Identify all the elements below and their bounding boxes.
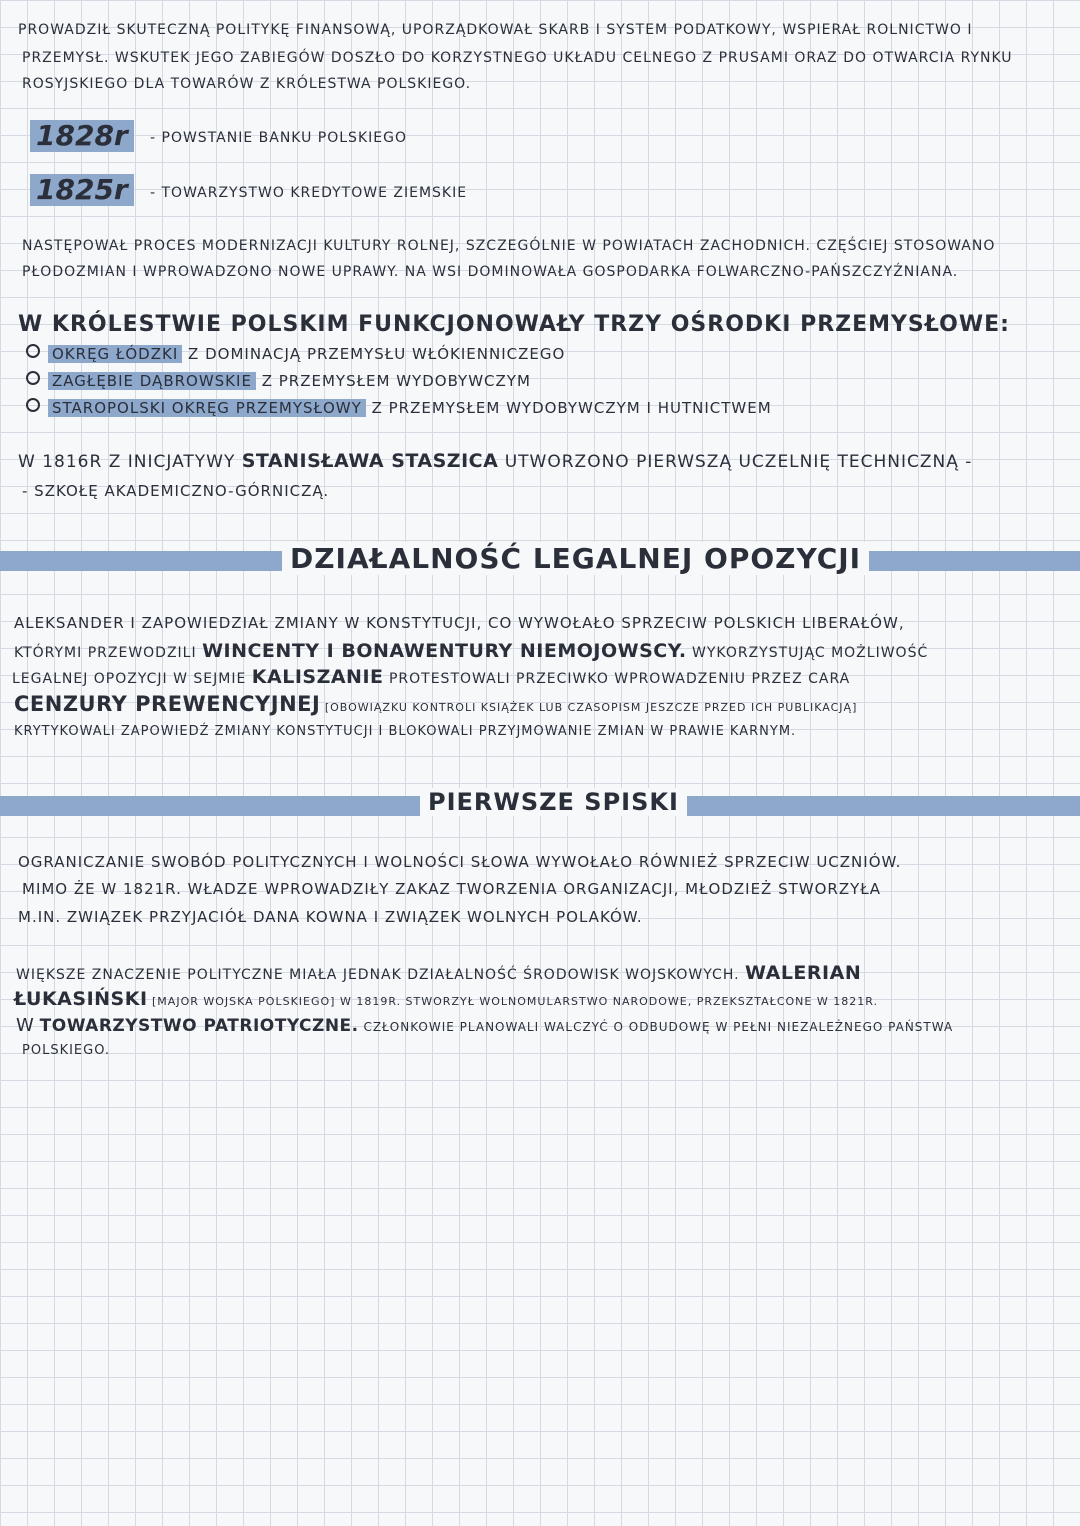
- opposition-l3c: PROTESTOWALI PRZECIWKO WPROWADZENIU PRZEZ CARA: [388, 671, 851, 687]
- school-line-2: - SZKOŁĘ AKADEMICZNO-GÓRNICZĄ.: [22, 482, 330, 500]
- industry-heading: W KRÓLESTWIE POLSKIM FUNKCJONOWAŁY TRZY OŚRODKI PRZEMYSŁOWE:: [18, 312, 1010, 337]
- industry-item-1: [26, 344, 565, 363]
- date-1825: 1825r: [30, 174, 134, 206]
- industry-item-3: [26, 398, 772, 417]
- agri-line-2: PŁODOZMIAN I WPROWADZONO NOWE UPRAWY. NA WSI DOMINOWAŁA GOSPODARKA FOLWARCZNO-PAŃSZCZYŹNIANA.: [22, 264, 959, 280]
- industry-item-2-name: ZAGŁĘBIE DĄBROWSKIE: [48, 372, 256, 390]
- opposition-line-1: ALEKSANDER I ZAPOWIEDZIAŁ ZMIANY W KONSTYTUCJI, CO WYWOŁAŁO SPRZECIW POLSKICH LIBERAŁÓW,: [14, 614, 905, 632]
- conspiracy-walerian: WALERIAN: [745, 962, 862, 984]
- school-pre: W 1816R Z INICJATYWY: [18, 452, 236, 472]
- bullet-icon: [26, 371, 40, 385]
- date-1828-desc: - POWSTANIE BANKU POLSKIEGO: [150, 130, 407, 146]
- conspiracy-p2-l3c: CZŁONKOWIE PLANOWALI WALCZYĆ O ODBUDOWĘ W PEŁNI NIEZALEŻNEGO PAŃSTWA: [363, 1020, 954, 1034]
- agri-line-1: NASTĘPOWAŁ PROCES MODERNIZACJI KULTURY ROLNEJ, SZCZEGÓLNIE W POWIATACH ZACHODNICH. CZĘŚCIEJ STOSOWANO: [22, 238, 996, 254]
- conspiracy-p2-l3a: W: [16, 1015, 35, 1036]
- opposition-kaliszanie: KALISZANIE: [251, 666, 384, 688]
- bullet-icon: [26, 398, 40, 412]
- conspiracy-p2-line-2: [14, 988, 878, 1010]
- industry-item-2: [26, 371, 531, 390]
- opposition-line-2: [14, 640, 928, 662]
- conspiracy-p1-line-3: M.IN. ZWIĄZEK PRZYJACIÓŁ DANA KOWNA I ZWIĄZEK WOLNYCH POLAKÓW.: [18, 908, 643, 926]
- intro-line-3: ROSYJSKIEGO DLA TOWARÓW Z KRÓLESTWA POLSKIEGO.: [22, 76, 472, 92]
- industry-item-3-name: STAROPOLSKI OKRĘG PRZEMYSŁOWY: [48, 399, 366, 417]
- school-post: UTWORZONO PIERWSZĄ UCZELNIĘ TECHNICZNĄ -: [504, 452, 973, 472]
- date-1828: 1828r: [30, 120, 134, 152]
- intro-line-2: PRZEMYSŁ. WSKUTEK JEGO ZABIEGÓW DOSZŁO DO KORZYSTNEGO UKŁADU CELNEGO Z PRUSAMI ORAZ DO OTWARCIA RYNKU: [22, 50, 1013, 66]
- conspiracy-p1-line-1: OGRANICZANIE SWOBÓD POLITYCZNYCH I WOLNOŚCI SŁOWA WYWOŁAŁO RÓWNIEŻ SPRZECIW UCZNIÓW.: [18, 853, 902, 871]
- conspiracy-p2-line-1: [16, 962, 861, 984]
- conspiracy-p2-line-4: POLSKIEGO.: [22, 1043, 111, 1058]
- opposition-line-3: [12, 666, 850, 688]
- school-founder: STANISŁAWA STASZICA: [241, 450, 499, 472]
- intro-line-1: PROWADZIŁ SKUTECZNĄ POLITYKĘ FINANSOWĄ, UPORZĄDKOWAŁ SKARB I SYSTEM PODATKOWY, WSPIERAŁ ROLNICTWO I: [18, 22, 973, 38]
- opposition-niemojowscy: WINCENTY I BONAWENTURY NIEMOJOWSCY.: [202, 640, 687, 662]
- opposition-line-4: [14, 692, 857, 716]
- industry-item-3-desc: Z PRZEMYSŁEM WYDOBYWCZYM I HUTNICTWEM: [371, 399, 772, 417]
- section-title-legal-opposition: DZIAŁALNOŚĆ LEGALNEJ OPOZYCJI: [282, 542, 869, 575]
- opposition-l2c: WYKORZYSTUJĄC MOŻLIWOŚĆ: [692, 645, 929, 661]
- conspiracy-p2-l1a: WIĘKSZE ZNACZENIE POLITYCZNE MIAŁA JEDNAK DZIAŁALNOŚĆ ŚRODOWISK WOJSKOWYCH.: [16, 967, 740, 983]
- industry-item-2-desc: Z PRZEMYSŁEM WYDOBYWCZYM: [261, 372, 531, 390]
- section-title-first-conspiracies: PIERWSZE SPISKI: [420, 788, 687, 816]
- bullet-icon: [26, 344, 40, 358]
- industry-item-1-desc: Z DOMINACJĄ PRZEMYSŁU WŁÓKIENNICZEGO: [188, 345, 566, 363]
- industry-item-1-name: OKRĘG ŁÓDZKI: [48, 345, 182, 363]
- conspiracy-patriotic-society: TOWARZYSTWO PATRIOTYCZNE.: [39, 1016, 359, 1036]
- opposition-l4b: [OBOWIĄZKU KONTROLI KSIĄŻEK LUB CZASOPISM JESZCZE PRZED ICH PUBLIKACJĄ]: [324, 701, 858, 714]
- date-1825-desc: - TOWARZYSTWO KREDYTOWE ZIEMSKIE: [150, 185, 468, 201]
- school-line-1: [18, 450, 972, 472]
- opposition-l2a: KTÓRYMI PRZEWODZILI: [14, 645, 197, 661]
- opposition-censorship: CENZURY PREWENCYJNEJ: [14, 692, 321, 716]
- opposition-l3a: LEGALNEJ OPOZYCJI W SEJMIE: [12, 671, 247, 687]
- conspiracy-p2-line-3: [16, 1015, 953, 1036]
- conspiracy-lukasinski: ŁUKASIŃSKI: [14, 988, 148, 1010]
- conspiracy-p1-line-2: MIMO ŻE W 1821R. WŁADZE WPROWADZIŁY ZAKAZ TWORZENIA ORGANIZACJI, MŁODZIEŻ STWORZYŁA: [22, 880, 881, 898]
- conspiracy-p2-l2b: [MAJOR WOJSKA POLSKIEGO] W 1819R. STWORZYŁ WOLNOMULARSTWO NARODOWE, PRZEKSZTAŁCONE W 1821R.: [152, 995, 878, 1008]
- opposition-line-5: KRYTYKOWALI ZAPOWIEDŹ ZMIANY KONSTYTUCJI I BLOKOWALI PRZYJMOWANIE ZMIAN W PRAWIE KARNYM.: [14, 724, 797, 739]
